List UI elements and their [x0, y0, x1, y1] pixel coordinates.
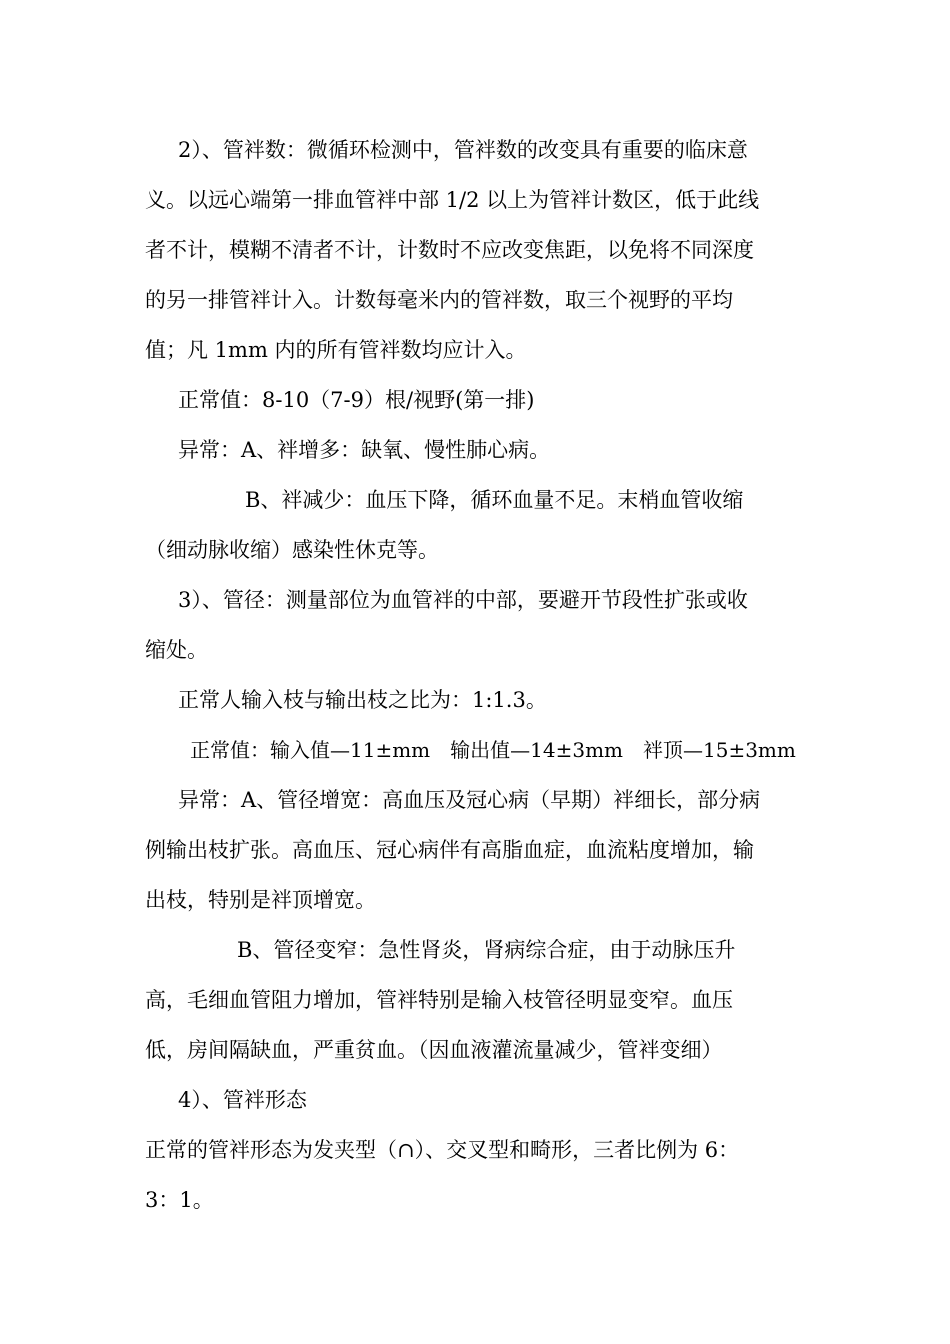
- text-line: 3）、管径：测量部位为血管袢的中部，要避开节段性扩张或收: [178, 588, 748, 612]
- text-line: 异常：A、袢增多：缺氧、慢性肺心病。: [178, 438, 551, 462]
- text-line: 高，毛细血管阻力增加，管袢特别是输入枝管径明显变窄。血压: [145, 988, 733, 1012]
- text-line: 正常的管袢形态为发夹型（∩）、交叉型和畸形，三者比例为 6：: [145, 1138, 740, 1162]
- text-line: （细动脉收缩）感染性休克等。: [145, 538, 439, 562]
- text-line: 值；凡 1mm 内的所有管袢数均应计入。: [145, 338, 527, 362]
- text-line: B、袢减少：血压下降，循环血量不足。末梢血管收缩: [245, 488, 744, 512]
- text-line: 正常值：输入值—11±mm 输出值—14±3mm 袢顶—15±3mm: [190, 738, 796, 762]
- text-line: 低，房间隔缺血，严重贫血。（因血液灌流量减少，管袢变细）: [145, 1038, 723, 1062]
- text-line: 4）、管袢形态: [178, 1088, 307, 1112]
- text-line: 正常人输入枝与输出枝之比为：1:1.3。: [178, 688, 547, 712]
- text-line: 异常：A、管径增宽：高血压及冠心病（早期）袢细长，部分病: [178, 788, 761, 812]
- text-line: 正常值：8-10（7-9）根/视野(第一排): [178, 388, 535, 412]
- text-line: 例输出枝扩张。高血压、冠心病伴有高脂血症，血流粘度增加，输: [145, 838, 754, 862]
- text-line: 出枝，特别是袢顶增宽。: [145, 888, 376, 912]
- text-line: B、管径变窄：急性肾炎，肾病综合症，由于动脉压升: [237, 938, 736, 962]
- text-line: 义。以远心端第一排血管袢中部 1/2 以上为管袢计数区，低于此线: [145, 188, 760, 212]
- text-line: 2）、管袢数：微循环检测中，管袢数的改变具有重要的临床意: [178, 138, 748, 162]
- text-line: 的另一排管袢计入。计数每毫米内的管袢数，取三个视野的平均: [145, 288, 733, 312]
- text-line: 3：1。: [145, 1188, 214, 1212]
- text-line: 者不计，模糊不清者不计，计数时不应改变焦距，以免将不同深度: [145, 238, 754, 262]
- text-line: 缩处。: [145, 638, 208, 662]
